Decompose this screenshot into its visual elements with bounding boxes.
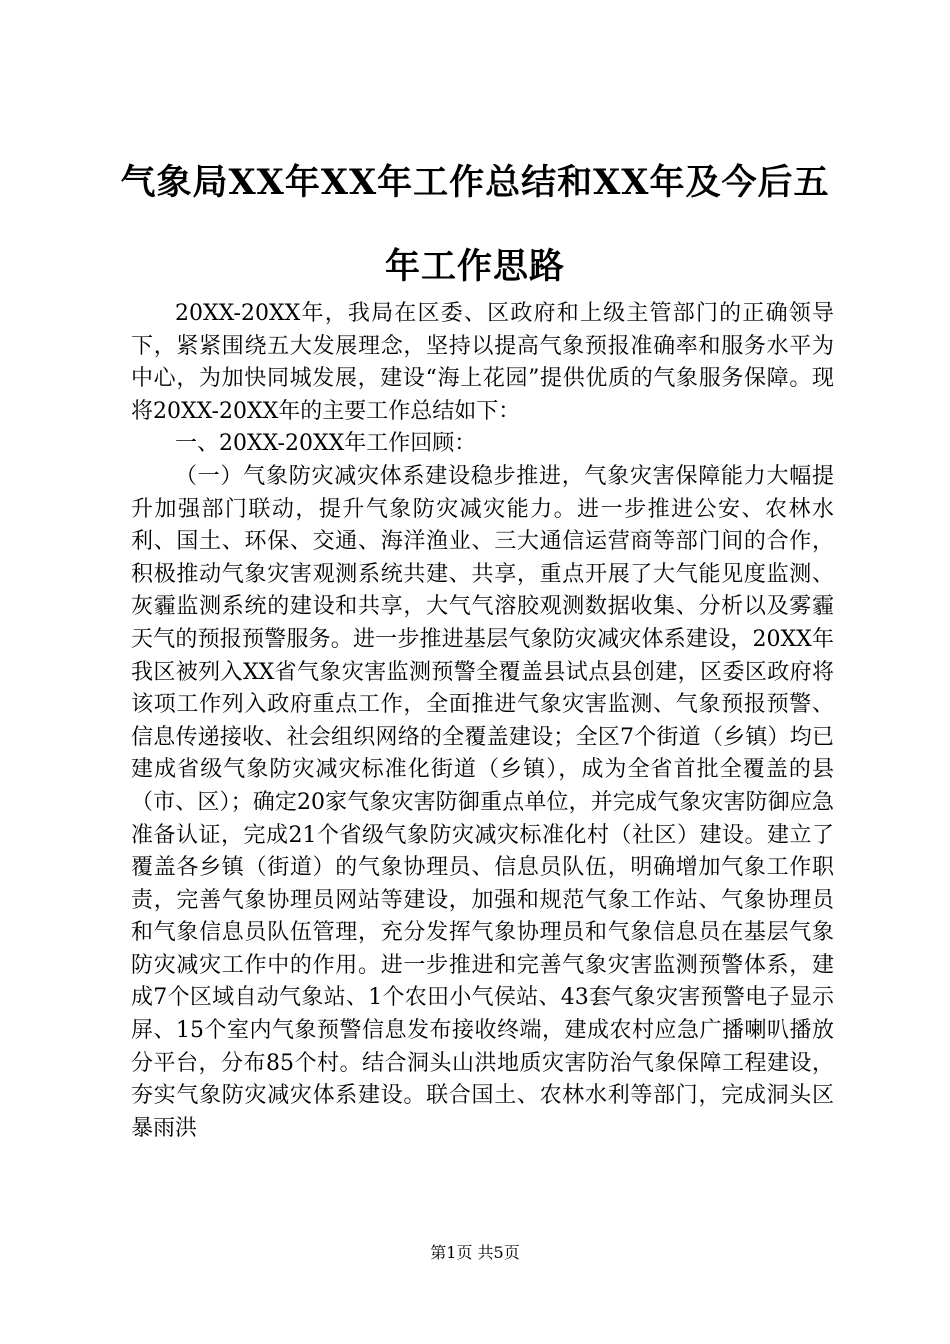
page-number: 第1页 共5页 [430, 1243, 520, 1262]
document-body [131, 298, 834, 1145]
section-paragraph: （一）气象防灾减灾体系建设稳步推进，气象灾害保障能力大幅提升加强部门联动，提升气象防灾减灾能力。进一步推进公安、农林水利、国土、环保、交通、海洋渔业、三大通信运营商等部门间的合作，积极推动气象灾害观测系统共建、共享，重点开展了大气能见度监测、灰霾监测系统的建设和共享，大气气溶胶观测数据收集、分析以及雾霾天气的预报预警服务。进一步推进基层气象防灾减灾体系建设，20XX年我区被列入XX省气象灾害监测预警全覆盖县试点县创建，区委区政府将该项工作列入政府重点工作，全面推进气象灾害监测、气象预报预警、信息传递接收、社会组织网络的全覆盖建设；全区7个街道（乡镇）均已建成省级气象防灾减灾标准化街道（乡镇），成为全省首批全覆盖的县（市、区）；确定20家气象灾害防御重点单位，并完成气象灾害防御应急准备认证，完成21个省级气象防灾减灾标准化村（社区）建设。建立了覆盖各乡镇（街道）的气象协理员、信息员队伍，明确增加气象工作职责，完善气象协理员网站等建设，加强和规范气象工作站、气象协理员和气象信息员队伍管理，充分发挥气象协理员和气象信息员在基层气象防灾减灾工作中的作用。进一步推进和完善气象灾害监测预警体系，建成7个区域自动气象站、1个农田小气侯站、43套气象灾害预警电子显示屏、15个室内气象预警信息发布接收终端，建成农村应急广播喇叭播放分平台，分布85个村。结合洞头山洪地质灾害防治气象保障工程建设，夯实气象防灾减灾体系建设。联合国土、农林水利等部门，完成洞头区暴雨洪 [131, 463, 834, 1141]
intro-paragraph: 20XX-20XX年，我局在区委、区政府和上级主管部门的正确领导下，紧紧围绕五大发展理念，坚持以提高气象预报准确率和服务水平为中心，为加快同城发展，建设“海上花园”提供优质的气象服务保障。现将20XX-20XX年的主要工作总结如下： [131, 301, 834, 424]
document-title-line-1: 气象局XX年XX年工作总结和XX年及今后五 [120, 162, 830, 203]
document-title-line-2: 年工作思路 [384, 246, 565, 287]
section-heading: 一、20XX-20XX年工作回顾： [175, 431, 477, 457]
